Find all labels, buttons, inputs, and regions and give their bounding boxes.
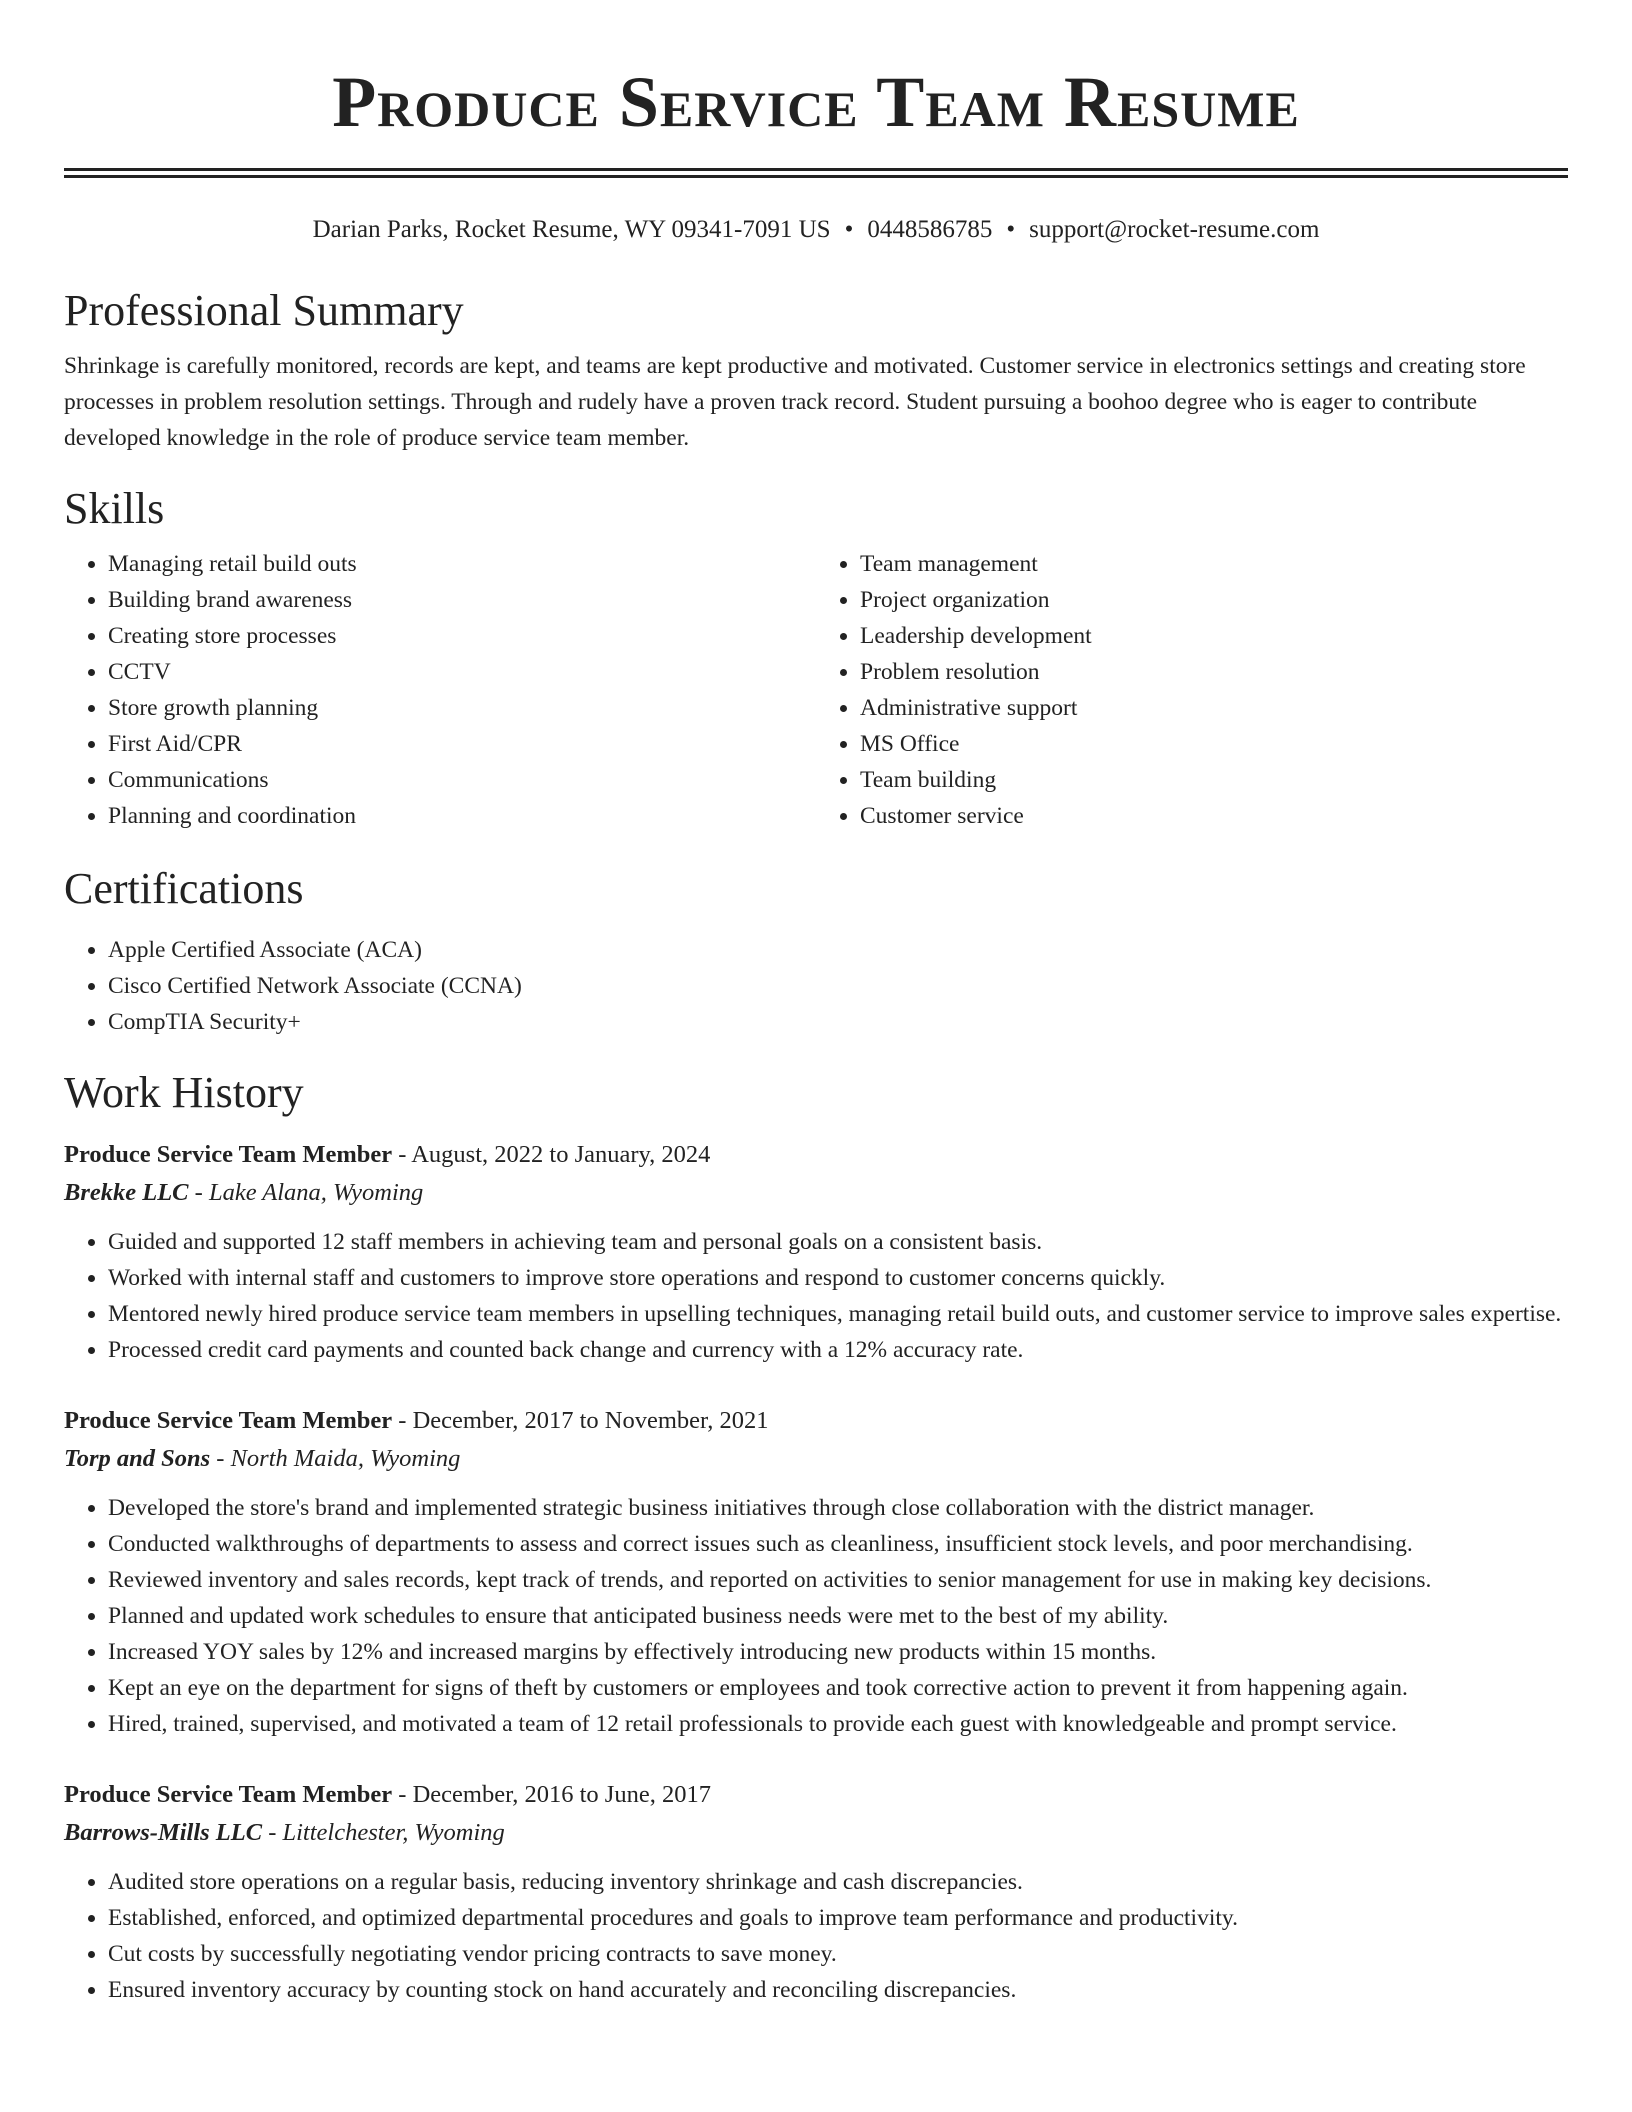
job-bullets: [64, 1490, 1568, 1742]
contact-line: [64, 214, 1568, 246]
skills-list-left: [64, 546, 816, 834]
job-dates: - August, 2022 to January, 2024: [392, 1141, 711, 1168]
job-title-line: [64, 1402, 1568, 1440]
job-title: Produce Service Team Member: [64, 1781, 393, 1808]
job-entry: [64, 1776, 1568, 2008]
certification-item: • Cisco Certified Network Associate (CCNA): [108, 968, 1568, 1004]
contact-phone: 0448586785: [867, 216, 993, 243]
skill-item: • Communications: [108, 762, 816, 798]
job-company-line: [64, 1440, 1568, 1478]
job-company: Brekke LLC: [64, 1179, 189, 1206]
job-company-line: [64, 1174, 1568, 1212]
job-bullet: • Ensured inventory accuracy by counting stock on hand accurately and reconciling discrepancies.: [108, 1972, 1568, 2008]
job-company: Barrows-Mills LLC: [64, 1819, 263, 1846]
job-bullet: • Kept an eye on the department for signs of theft by customers or employees and took corrective action to prevent it from happening again.: [108, 1670, 1568, 1706]
skill-item: • Planning and coordination: [108, 798, 816, 834]
job-location: - Littelchester, Wyoming: [262, 1819, 505, 1846]
contact-separator: •: [844, 216, 854, 243]
skill-item: • Problem resolution: [860, 654, 1568, 690]
job-bullet: • Conducted walkthroughs of departments to assess and correct issues such as cleanliness, insufficient stock levels, and poor merchandising.: [108, 1526, 1568, 1562]
skills-heading: Skills: [64, 484, 165, 533]
job-title: Produce Service Team Member: [64, 1407, 393, 1434]
job-bullet: • Planned and updated work schedules to ensure that anticipated business needs were met to the best of my ability.: [108, 1598, 1568, 1634]
skills-list-right: [816, 546, 1568, 834]
skill-item: • MS Office: [860, 726, 1568, 762]
certifications-heading: Certifications: [64, 864, 304, 913]
contact-email: support@rocket-resume.com: [1029, 216, 1320, 243]
skill-item: • Store growth planning: [108, 690, 816, 726]
skill-item: • Project organization: [860, 582, 1568, 618]
job-bullet: • Guided and supported 12 staff members in achieving team and personal goals on a consistent basis.: [108, 1224, 1568, 1260]
summary-heading: Professional Summary: [64, 286, 464, 335]
skills-columns: [64, 546, 1568, 834]
job-bullet: • Audited store operations on a regular basis, reducing inventory shrinkage and cash discrepancies.: [108, 1864, 1568, 1900]
skill-item: • Leadership development: [860, 618, 1568, 654]
job-bullet: • Increased YOY sales by 12% and increased margins by effectively introducing new products within 15 months.: [108, 1634, 1568, 1670]
job-location: - North Maida, Wyoming: [210, 1445, 461, 1472]
job-bullet: • Worked with internal staff and customers to improve store operations and respond to customer concerns quickly.: [108, 1260, 1568, 1296]
job-bullet: • Mentored newly hired produce service team members in upselling techniques, managing retail build outs, and customer service to improve sales expertise.: [108, 1296, 1568, 1332]
skill-item: • Creating store processes: [108, 618, 816, 654]
work-history-heading: Work History: [64, 1068, 304, 1117]
job-bullet: • Cut costs by successfully negotiating vendor pricing contracts to save money.: [108, 1936, 1568, 1972]
job-bullet: • Processed credit card payments and counted back change and currency with a 12% accuracy rate.: [108, 1332, 1568, 1368]
job-location: - Lake Alana, Wyoming: [188, 1179, 424, 1206]
skill-item: • First Aid/CPR: [108, 726, 816, 762]
resume-title: Produce Service Team Resume: [332, 62, 1300, 142]
job-bullet: • Hired, trained, supervised, and motivated a team of 12 retail professionals to provide each guest with knowledgeable and prompt service.: [108, 1706, 1568, 1742]
certification-item: • CompTIA Security+: [108, 1004, 1568, 1040]
skill-item: • Administrative support: [860, 690, 1568, 726]
skill-item: • Team building: [860, 762, 1568, 798]
job-bullets: [64, 1224, 1568, 1368]
job-company-line: [64, 1814, 1568, 1852]
title-double-rule: [64, 168, 1568, 178]
job-bullet: • Developed the store's brand and implemented strategic business initiatives through close collaboration with the district manager.: [108, 1490, 1568, 1526]
job-bullet: • Reviewed inventory and sales records, kept track of trends, and reported on activities to senior management for use in making key decisions.: [108, 1562, 1568, 1598]
job-title: Produce Service Team Member: [64, 1141, 393, 1168]
certification-item: • Apple Certified Associate (ACA): [108, 932, 1568, 968]
job-title-line: [64, 1776, 1568, 1814]
certifications-list: [64, 932, 1568, 1040]
job-dates: - December, 2017 to November, 2021: [392, 1407, 769, 1434]
job-title-line: [64, 1136, 1568, 1174]
job-company: Torp and Sons: [64, 1445, 211, 1472]
skill-item: • Team management: [860, 546, 1568, 582]
contact-address: Darian Parks, Rocket Resume, WY 09341-7091 US: [312, 216, 831, 243]
skill-item: • Managing retail build outs: [108, 546, 816, 582]
summary-text: Shrinkage is carefully monitored, records are kept, and teams are kept productive and motivated. Customer service in electronics settings and creating store processes in problem resolution settings. Through and rudely have a proven track record. Student pursuing a boohoo degree who is eager to contribute developed knowledge in the role of produce service team member.: [64, 353, 1526, 451]
job-entry: [64, 1136, 1568, 1368]
contact-separator: •: [1006, 216, 1016, 243]
skill-item: • Customer service: [860, 798, 1568, 834]
skill-item: • CCTV: [108, 654, 816, 690]
job-bullet: • Established, enforced, and optimized departmental procedures and goals to improve team performance and productivity.: [108, 1900, 1568, 1936]
job-dates: - December, 2016 to June, 2017: [392, 1781, 711, 1808]
job-entry: [64, 1402, 1568, 1742]
skill-item: • Building brand awareness: [108, 582, 816, 618]
job-bullets: [64, 1864, 1568, 2008]
